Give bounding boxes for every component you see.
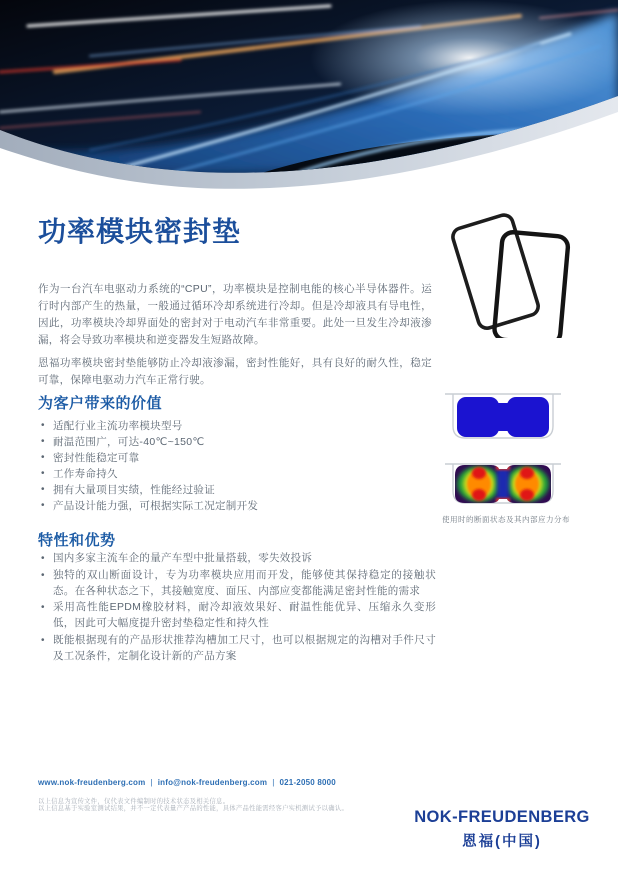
cross-section-stress-distribution <box>445 459 561 509</box>
disclaimer-line-2: 以上信息基于实验室测试结果，并不一定代表量产产品的性能，具体产品性能需经客户实机测试予以确认。 <box>38 805 349 813</box>
list-item: • 拥有大量项目实绩，性能经过验证 <box>40 482 370 498</box>
list-item: • 适配行业主流功率模块型号 <box>40 418 370 434</box>
disclaimer <box>38 798 348 813</box>
gasket-outline-drawing <box>446 210 574 338</box>
intro-paragraph-1: 作为一台汽车电驱动力系统的“CPU”，功率模块是控制电能的核心半导体器件。运行时内部产生的热量，一般通过循环冷却系统进行冷却。但是冷却液具有导电性，因此，功率模块冷却界面处的密封对于电动汽车非常重要。此处一旦发生冷却液渗漏，将会导致功率模块和逆变器发生短路故障。 <box>38 283 432 346</box>
separator: | <box>150 778 153 787</box>
separator: | <box>272 778 275 787</box>
value-section-heading: 为客户带来的价值 <box>38 395 163 412</box>
list-item: • 密封性能稳定可靠 <box>40 450 370 466</box>
list-item: • 独特的双山断面设计，专为功率模块应用而开发，能够使其保持稳定的接触状态。在各种状态之下，其接触宽度、面压、内部应变都能满足密封性能的需求 <box>40 568 436 600</box>
list-item: • 国内多家主流车企的量产车型中批量搭载，零失效投诉 <box>40 551 436 567</box>
list-item: • 采用高性能EPDM橡胶材料，耐冷却液效果好、耐温性能优异、压缩永久变形低，因此可大幅度提升密封垫稳定性和持久性 <box>40 600 436 632</box>
hero-image <box>0 0 618 200</box>
list-item: • 耐温范围广，可达-40℃~150℃ <box>40 434 370 450</box>
cross-section-initial-state <box>445 388 561 448</box>
disclaimer-line-1: 以上信息为宣传文件，仅代表文件编制时的技术状态及相关信息。 <box>38 798 230 805</box>
list-item: • 产品设计能力强，可根据实际工况定制开发 <box>40 498 370 514</box>
features-section-heading: 特性和优势 <box>38 532 116 549</box>
figure-caption: 使用时的断面状态及其内部应力分布 <box>442 515 570 524</box>
logo-wordmark: NOK-FREUDENBERG <box>414 808 590 826</box>
cross-section-initial-figure <box>445 388 561 448</box>
website-link[interactable]: www.nok-freudenberg.com <box>38 778 146 787</box>
list-item: • 既能根据现有的产品形状推荐沟槽加工尺寸，也可以根据规定的沟槽对手件尺寸及工况条件，定制化设计新的产品方案 <box>40 633 436 665</box>
gasket-outline-figure <box>446 210 574 338</box>
phone-number: 021-2050 8000 <box>279 778 336 787</box>
footer-contact <box>38 778 336 787</box>
cross-section-stress-figure <box>445 459 561 509</box>
list-item: • 工作寿命持久 <box>40 466 370 482</box>
hero-photo-illustration <box>0 0 618 200</box>
logo-chinese-name: 恩福(中国) <box>462 834 542 850</box>
company-logo <box>388 808 616 851</box>
email-link[interactable]: info@nok-freudenberg.com <box>157 778 268 787</box>
features-list <box>40 551 436 666</box>
value-list <box>40 418 370 514</box>
intro-paragraph-2: 恩福功率模块密封垫能够防止冷却液渗漏，密封性能好，具有良好的耐久性，稳定可靠，保障电驱动力汽车正常行驶。 <box>38 357 432 386</box>
page-title: 功率模块密封垫 <box>38 216 242 247</box>
